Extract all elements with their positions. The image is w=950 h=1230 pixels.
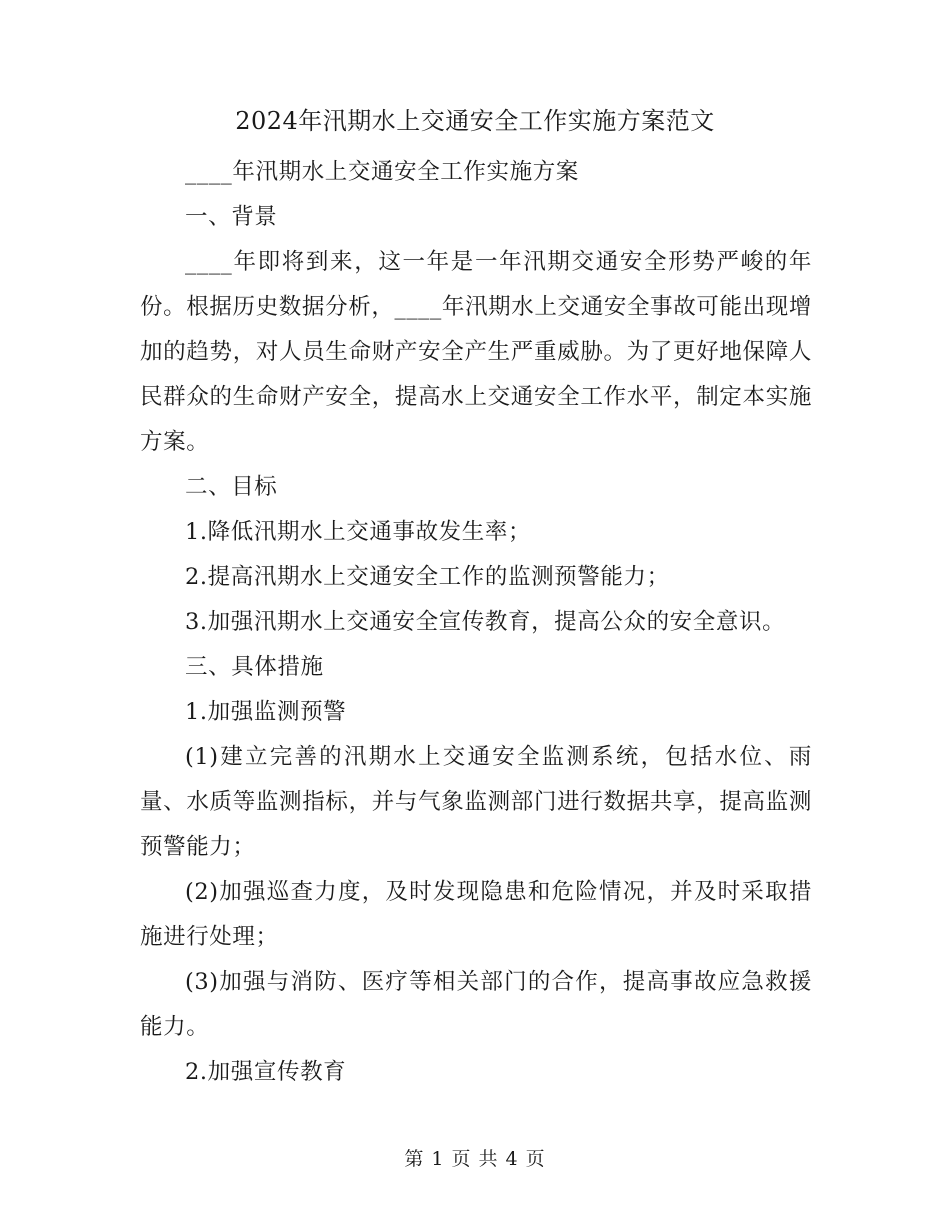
measure-item-1-3: (3)加强与消防、医疗等相关部门的合作，提高事故应急救援能力。	[140, 969, 812, 1040]
goal-item-2: 2.提高汛期水上交通安全工作的监测预警能力；	[185, 564, 670, 590]
paragraph-plan-heading: ____年汛期水上交通安全工作实施方案	[185, 159, 579, 185]
document-body	[140, 150, 812, 1095]
section-heading-goals: 二、目标	[185, 474, 278, 500]
paragraph-background: ____年即将到来，这一年是一年汛期交通安全形势严峻的年份。根据历史数据分析，____年汛期水上交通安全事故可能出现增加的趋势，对人员生命财产安全产生严重威胁。为了更好地保障人民群众的生命财产安全，提高水上交通安全工作水平，制定本实施方案。	[140, 249, 812, 455]
measure-item-1-2: (2)加强巡查力度，及时发现隐患和危险情况，并及时采取措施进行处理；	[140, 879, 812, 950]
measure-item-1-1: (1)建立完善的汛期水上交通安全监测系统，包括水位、雨量、水质等监测指标，并与气象监测部门进行数据共享，提高监测预警能力；	[140, 744, 812, 860]
goal-item-1: 1.降低汛期水上交通事故发生率；	[185, 519, 532, 545]
document-title: 2024年汛期水上交通安全工作实施方案范文	[235, 107, 715, 135]
section-heading-background: 一、背景	[185, 204, 278, 230]
goal-item-3: 3.加强汛期水上交通安全宣传教育，提高公众的安全意识。	[185, 609, 786, 635]
measure-heading-2: 2.加强宣传教育	[185, 1059, 347, 1085]
page-number-footer: 第 1 页 共 4 页	[404, 1148, 546, 1170]
measure-heading-1: 1.加强监测预警	[185, 699, 347, 725]
section-heading-measures: 三、具体措施	[185, 654, 324, 680]
